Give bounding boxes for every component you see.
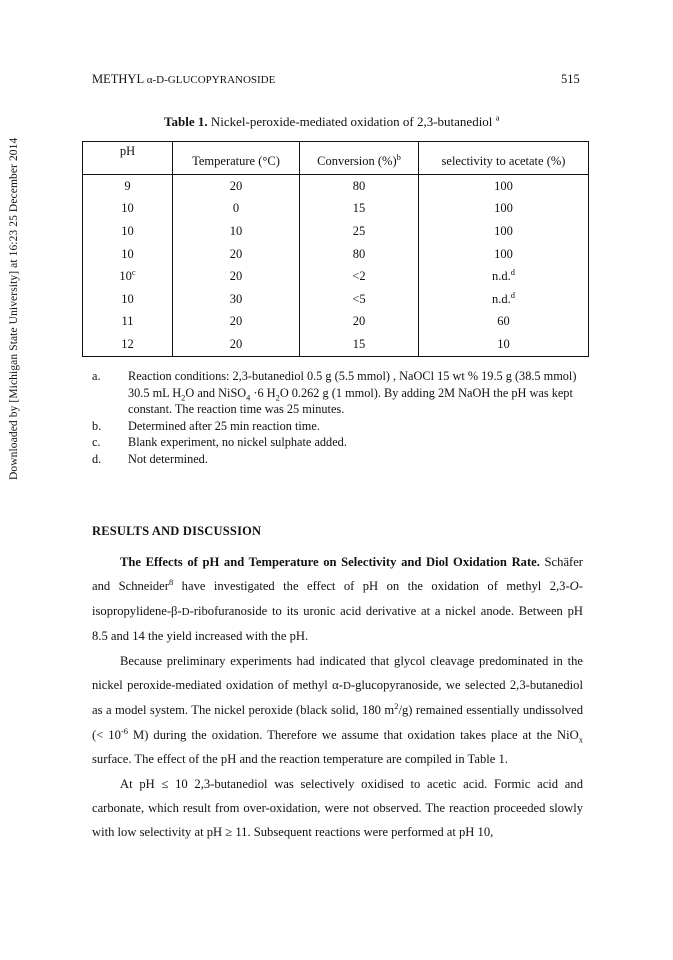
table-header-row bbox=[83, 142, 589, 175]
paragraph-text: Because preliminary experiments had indicated that glycol cleavage predominated in the nickel peroxide-mediated oxidation of methyl α- bbox=[92, 653, 583, 693]
table-caption bbox=[164, 114, 500, 130]
paragraph: At pH ≤ 10 2,3-butanediol was selectively oxidised to acetic acid. Formic acid and carbonate, which result from over-oxidation, were not observed. The reaction proceeded slowly with low selectivity at pH ≥ 11. Subsequent reactions were performed at pH 10, bbox=[92, 776, 583, 840]
footnote-text: Blank experiment, no nickel sulphate added. bbox=[128, 435, 347, 449]
cell-ph bbox=[83, 220, 173, 243]
download-notice: Downloaded by [Michigan State University] at 16:23 25 December 2014 bbox=[8, 137, 20, 480]
cell-ph-value: 10 bbox=[119, 269, 132, 284]
footnote-text: Not determined. bbox=[128, 451, 208, 466]
paragraph-text: /g) remained essentially undissolved (< 10 bbox=[92, 703, 583, 742]
cell-ph bbox=[83, 175, 173, 198]
cell-selectivity-value: 100 bbox=[494, 246, 513, 261]
cell-ph bbox=[83, 311, 173, 334]
subscript: 2 bbox=[181, 392, 186, 402]
cell-temperature: 10 bbox=[173, 220, 300, 243]
header-conversion-text: Conversion (%) bbox=[317, 153, 397, 168]
header-selectivity: selectivity to acetate (%) bbox=[419, 142, 589, 175]
table-row bbox=[83, 333, 589, 356]
table-caption-footnote-mark: a bbox=[495, 112, 500, 123]
header-ph: pH bbox=[83, 142, 173, 175]
table-row bbox=[83, 220, 589, 243]
cell-temperature: 20 bbox=[173, 243, 300, 266]
cell-selectivity-value: 100 bbox=[494, 178, 513, 193]
footnote-text: Determined after 25 min reaction time. bbox=[128, 418, 320, 433]
cell-ph bbox=[83, 198, 173, 221]
subscript: x bbox=[578, 734, 583, 745]
footnote-text-part: ·6 H bbox=[250, 385, 276, 400]
page-number: 515 bbox=[561, 72, 580, 86]
superscript: 2 bbox=[394, 701, 399, 712]
paragraph-text: have investigated the effect of pH on the oxidation of methyl 2,3- bbox=[173, 579, 570, 594]
table-footnotes bbox=[92, 368, 592, 467]
table-row bbox=[83, 265, 589, 288]
footnote-letter: a. bbox=[92, 369, 101, 383]
paragraph bbox=[92, 649, 583, 772]
cell-temperature: 20 bbox=[173, 175, 300, 198]
cell-temperature: 30 bbox=[173, 288, 300, 311]
cell-selectivity bbox=[419, 243, 589, 266]
cell-conversion: <5 bbox=[300, 288, 419, 311]
cell-selectivity-value: n.d. bbox=[492, 269, 511, 284]
footnote-d bbox=[92, 451, 592, 468]
cell-temperature: 20 bbox=[173, 265, 300, 288]
cell-ph-footnote-mark: c bbox=[131, 267, 136, 278]
cell-ph-value: 10 bbox=[121, 291, 134, 306]
reference-mark: 8 bbox=[168, 577, 174, 588]
paragraph-text: -ribofuranoside to its uronic acid derivative at a nickel anode. Between pH 8.5 and 14 the yield increased with the pH. bbox=[92, 603, 583, 644]
cell-temperature: 20 bbox=[173, 333, 300, 356]
cell-selectivity bbox=[419, 175, 589, 198]
cell-temperature: 20 bbox=[173, 311, 300, 334]
footnote-text-part: O 0.262 g (1 mmol). By adding 2M NaOH the pH was kept constant. The reaction time was 25 minutes. bbox=[128, 385, 573, 416]
subscript: 2 bbox=[275, 392, 280, 402]
paragraph-text: surface. The effect of the pH and the reaction temperature are compiled in Table 1. bbox=[92, 752, 508, 767]
cell-selectivity-value: 10 bbox=[497, 336, 510, 351]
footnote-c bbox=[92, 434, 592, 451]
paragraph-text: M) during the oxidation. Therefore we assume that oxidation takes place at the NiO bbox=[128, 727, 579, 742]
cell-conversion: 80 bbox=[300, 243, 419, 266]
footnote-text-part: O and NiSO bbox=[185, 385, 247, 400]
cell-conversion: 15 bbox=[300, 198, 419, 221]
table-row bbox=[83, 243, 589, 266]
paragraph-text: Schäfer and Schneider bbox=[92, 555, 584, 594]
cell-selectivity bbox=[419, 333, 589, 356]
cell-ph bbox=[83, 333, 173, 356]
cell-ph-value: 10 bbox=[121, 223, 134, 238]
cell-selectivity bbox=[419, 311, 589, 334]
cell-selectivity-footnote-mark: d bbox=[510, 267, 515, 278]
paragraph-text: -glucopyranoside, we selected 2,3-butanediol as a model system. The nickel peroxide (black solid, 180 m bbox=[92, 678, 583, 718]
header-conversion-footnote-mark: b bbox=[396, 151, 401, 162]
cell-selectivity bbox=[419, 198, 589, 221]
subscript: 4 bbox=[246, 392, 251, 402]
cell-selectivity bbox=[419, 288, 589, 311]
small-caps-text: D bbox=[342, 680, 351, 693]
italic-text: O bbox=[569, 579, 579, 594]
cell-selectivity bbox=[419, 265, 589, 288]
footnote-letter: b. bbox=[92, 418, 102, 433]
table-caption-text: Nickel-peroxide-mediated oxidation of 2,3-butanediol bbox=[207, 114, 496, 129]
running-header bbox=[92, 72, 275, 87]
header-temperature: Temperature (°C) bbox=[173, 142, 300, 175]
cell-conversion: 25 bbox=[300, 220, 419, 243]
paragraph-text: -isopropylidene-β- bbox=[92, 579, 583, 618]
footnote-text bbox=[128, 368, 592, 418]
cell-conversion: 15 bbox=[300, 333, 419, 356]
running-header-prefix: METHYL bbox=[92, 72, 147, 86]
cell-ph bbox=[83, 243, 173, 266]
table-row bbox=[83, 175, 589, 198]
footnote-a bbox=[92, 368, 592, 418]
cell-temperature: 0 bbox=[173, 198, 300, 221]
small-caps-text: D bbox=[181, 605, 190, 618]
results-table bbox=[82, 141, 589, 357]
paragraph-run-in-heading: The Effects of pH and Temperature on Selectivity and Diol Oxidation Rate. bbox=[120, 555, 540, 569]
cell-ph bbox=[83, 288, 173, 311]
footnote-letter: c. bbox=[92, 435, 101, 449]
table-caption-label: Table 1. bbox=[164, 114, 208, 129]
cell-selectivity bbox=[419, 220, 589, 243]
section-heading: RESULTS AND DISCUSSION bbox=[92, 524, 262, 538]
cell-ph bbox=[83, 265, 173, 288]
cell-selectivity-value: n.d. bbox=[492, 291, 511, 306]
table-row bbox=[83, 288, 589, 311]
paragraph bbox=[92, 550, 583, 649]
header-conversion bbox=[300, 142, 419, 175]
cell-conversion: <2 bbox=[300, 265, 419, 288]
cell-selectivity-value: 60 bbox=[497, 314, 510, 329]
cell-ph-value: 11 bbox=[121, 314, 134, 329]
cell-selectivity-value: 100 bbox=[494, 201, 513, 216]
body-text bbox=[92, 550, 583, 845]
cell-selectivity-footnote-mark: d bbox=[510, 289, 515, 300]
footnote-b bbox=[92, 418, 592, 435]
cell-ph-value: 10 bbox=[121, 246, 134, 261]
cell-ph-value: 10 bbox=[121, 201, 134, 216]
superscript: -6 bbox=[120, 725, 129, 736]
table-row bbox=[83, 198, 589, 221]
table-row bbox=[83, 311, 589, 334]
footnote-text-part: Reaction conditions: 2,3-butanediol 0.5 g (5.5 mmol) , NaOCl 15 wt % 19.5 g (38.5 mmol) 30.5 mL H bbox=[128, 369, 577, 400]
cell-selectivity-value: 100 bbox=[494, 223, 513, 238]
cell-ph-value: 9 bbox=[124, 178, 131, 193]
cell-conversion: 80 bbox=[300, 175, 419, 198]
side-margin bbox=[0, 0, 30, 960]
running-header-compound: α-D-GLUCOPYRANOSIDE bbox=[146, 74, 276, 86]
cell-ph-value: 12 bbox=[121, 336, 134, 351]
footnote-letter: d. bbox=[92, 451, 102, 466]
cell-conversion: 20 bbox=[300, 311, 419, 334]
